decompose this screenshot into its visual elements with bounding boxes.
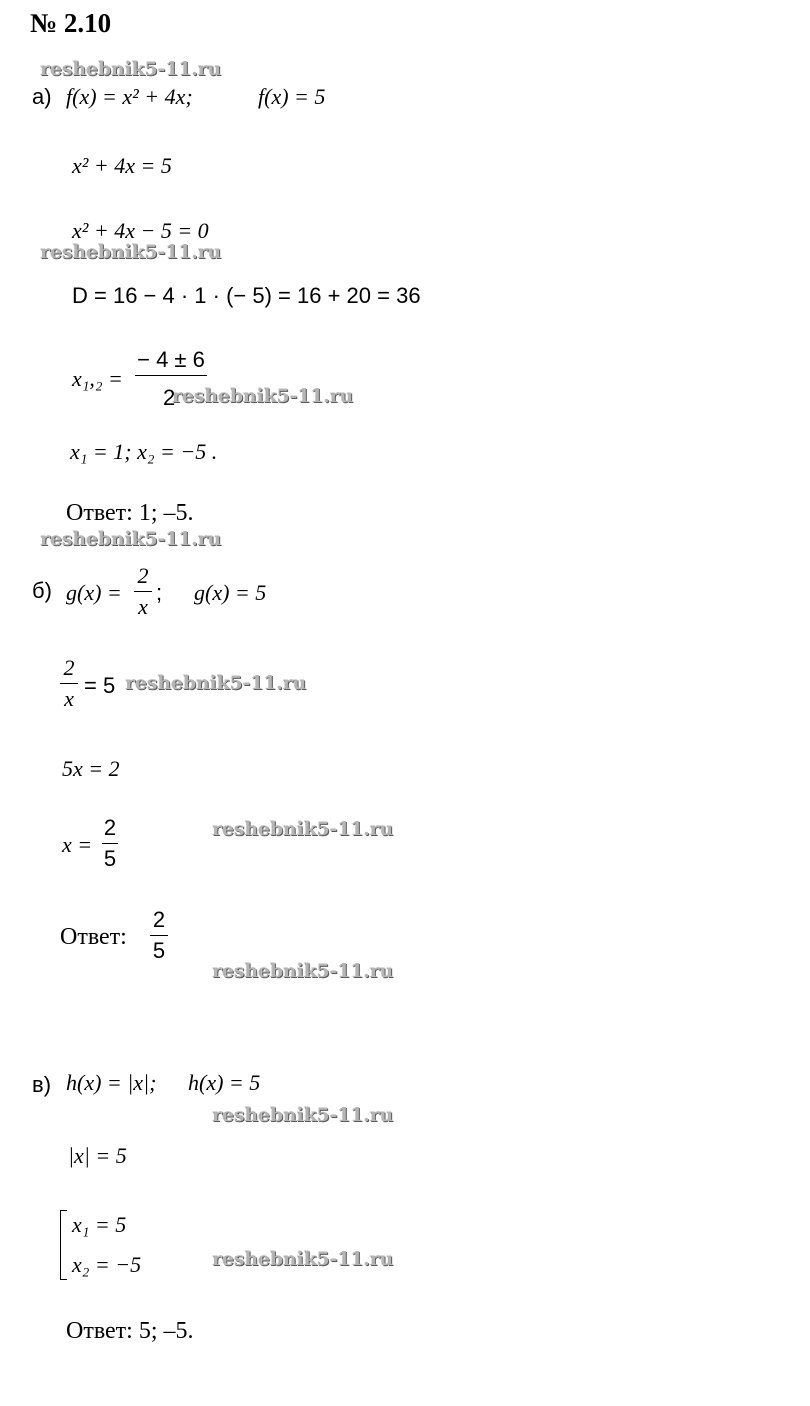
watermark: reshebnik5-11.ru xyxy=(212,1104,393,1126)
part-b-equation-1-fraction xyxy=(60,655,78,712)
fraction-denominator: x xyxy=(64,686,74,711)
part-b-given-fraction xyxy=(134,563,152,620)
part-b-answer-label: Ответ: xyxy=(60,924,127,950)
fraction-bar xyxy=(135,375,207,376)
part-a-roots: x₁ = 1; x₂ = −5 . xyxy=(70,439,218,464)
part-c-answer: Ответ: 5; –5. xyxy=(66,1318,194,1344)
fraction-numerator: 2 xyxy=(137,563,149,588)
fraction-numerator: 2 xyxy=(152,907,166,932)
part-a-given-value: f(x) = 5 xyxy=(258,84,326,109)
watermark: reshebnik5-11.ru xyxy=(40,58,221,80)
part-b-answer-fraction xyxy=(150,907,168,964)
fraction-bar xyxy=(102,843,118,844)
part-c-system-line-1: x₁ = 5 xyxy=(72,1212,127,1237)
part-b-equation-3-lhs: x = xyxy=(62,832,93,857)
watermark: reshebnik5-11.ru xyxy=(40,528,221,550)
part-b-equation-1-rhs: = 5 xyxy=(84,673,116,698)
system-bracket xyxy=(60,1210,67,1280)
fraction-denominator: 5 xyxy=(103,846,117,871)
fraction-numerator: − 4 ± 6 xyxy=(137,347,205,372)
part-b-label: б) xyxy=(32,578,52,603)
fraction-numerator: 2 xyxy=(63,655,75,680)
part-a-label: а) xyxy=(32,84,52,109)
part-b-given-separator: ; xyxy=(156,580,163,605)
part-c-system-line-2: x₂ = −5 xyxy=(72,1252,142,1277)
part-a-answer: Ответ: 1; –5. xyxy=(66,500,194,526)
part-b-given-lhs: g(x) = xyxy=(66,580,122,605)
watermark: reshebnik5-11.ru xyxy=(125,672,306,694)
part-a-roots-lhs: x₁,₂ = xyxy=(72,366,123,391)
fraction-denominator: x xyxy=(138,594,148,619)
part-a-discriminant: D = 16 − 4 · 1 · (− 5) = 16 + 20 = 36 xyxy=(72,283,421,308)
part-b-equation-2: 5x = 2 xyxy=(62,756,120,781)
part-b-given-value: g(x) = 5 xyxy=(194,580,267,605)
watermark: reshebnik5-11.ru xyxy=(172,385,353,407)
fraction-denominator: 5 xyxy=(152,938,166,963)
part-b-equation-3-fraction xyxy=(102,815,118,872)
part-c-given-value: h(x) = 5 xyxy=(188,1070,261,1095)
watermark: reshebnik5-11.ru xyxy=(212,960,393,982)
part-a-equation-2: x² + 4x − 5 = 0 xyxy=(72,218,209,243)
part-c-label: в) xyxy=(32,1072,52,1097)
part-c-given-function: h(x) = |x|; xyxy=(66,1070,157,1095)
watermark: reshebnik5-11.ru xyxy=(212,1248,393,1270)
fraction-numerator: 2 xyxy=(103,815,117,840)
watermark: reshebnik5-11.ru xyxy=(212,818,393,840)
fraction-bar xyxy=(60,683,78,684)
part-a-roots-denominator: 2 xyxy=(163,385,176,410)
problem-title: № 2.10 xyxy=(30,8,112,38)
part-a-equation-1: x² + 4x = 5 xyxy=(72,153,172,178)
watermark: reshebnik5-11.ru xyxy=(40,241,221,263)
fraction-bar xyxy=(134,591,152,592)
part-a-given-function: f(x) = x² + 4x; xyxy=(66,84,193,109)
fraction-bar xyxy=(150,935,168,936)
part-c-equation-1: |x| = 5 xyxy=(68,1143,127,1168)
